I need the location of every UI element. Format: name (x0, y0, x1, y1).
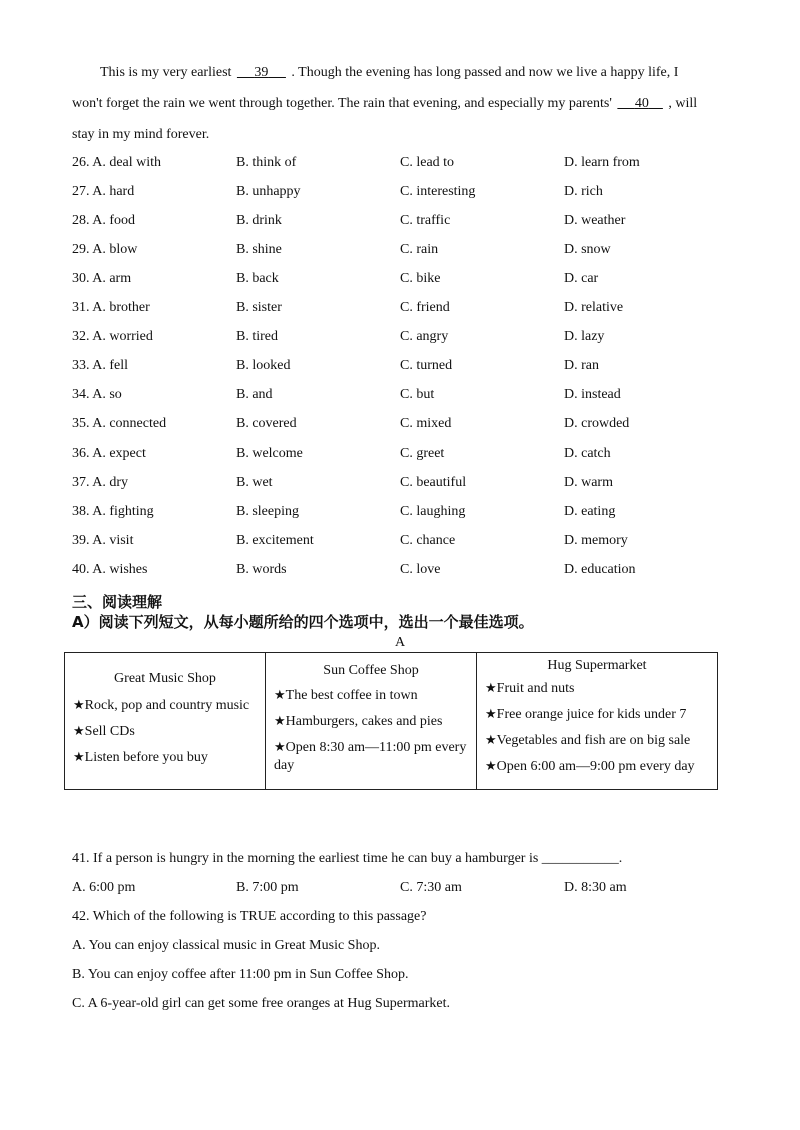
option-b: B. back (236, 271, 279, 286)
option-row (72, 387, 732, 407)
blank-40: 40 (634, 96, 649, 111)
option-d: D. ran (564, 358, 599, 373)
option-d: D. instead (564, 387, 621, 402)
star-icon: ★ (485, 707, 497, 722)
option-b: B. drink (236, 213, 282, 228)
option-c: C. beautiful (400, 475, 467, 490)
option-d: D. crowded (564, 416, 630, 431)
star-icon: ★ (274, 714, 286, 729)
option-b: B. welcome (236, 446, 303, 461)
option-a: 32. A. worried (72, 329, 153, 344)
star-icon: ★ (485, 733, 497, 748)
shop-card-hug-supermarket (477, 653, 718, 790)
shop-item: ★Vegetables and fish are on big sale (485, 733, 691, 748)
passage-text: stay in my mind forever. (72, 127, 210, 142)
option-c: C. turned (400, 358, 453, 373)
option-d: D. learn from (564, 155, 640, 170)
option-d: D. lazy (564, 329, 605, 344)
question-42-stem: 42. Which of the following is TRUE according to this passage? (72, 909, 427, 924)
option-c: C. friend (400, 300, 450, 315)
option-row (72, 184, 732, 204)
shop-name: Sun Coffee Shop (323, 663, 419, 678)
blank-39: 39 (254, 65, 269, 80)
question-42-option-a: A. You can enjoy classical music in Great Music Shop. (72, 938, 380, 953)
option-row (72, 358, 732, 378)
option-a: 27. A. hard (72, 184, 135, 199)
star-icon: ★ (485, 681, 497, 696)
option-b: B. excitement (236, 533, 314, 548)
option-a: 39. A. visit (72, 533, 134, 548)
option-b: B. 7:00 pm (236, 880, 299, 895)
option-a: 26. A. deal with (72, 155, 162, 170)
option-a: 30. A. arm (72, 271, 132, 286)
option-b: B. words (236, 562, 287, 577)
shop-item: ★Sell CDs (73, 724, 135, 739)
option-a: 37. A. dry (72, 475, 128, 490)
option-a: 38. A. fighting (72, 504, 154, 519)
passage-paragraph (72, 57, 732, 150)
option-c: C. laughing (400, 504, 466, 519)
option-b: B. wet (236, 475, 273, 490)
star-icon: ★ (274, 740, 286, 755)
option-d: D. memory (564, 533, 628, 548)
shop-name: Great Music Shop (114, 671, 216, 686)
option-row (72, 562, 732, 582)
option-c: C. rain (400, 242, 439, 257)
option-a: 34. A. so (72, 387, 122, 402)
option-row (72, 271, 732, 291)
shops-table (64, 652, 718, 790)
option-b: B. think of (236, 155, 297, 170)
option-row (72, 504, 732, 524)
option-b: B. shine (236, 242, 282, 257)
option-a: 29. A. blow (72, 242, 138, 257)
option-c: C. but (400, 387, 435, 402)
option-b: B. sleeping (236, 504, 299, 519)
passage-label: A (394, 635, 406, 650)
option-a: 33. A. fell (72, 358, 128, 373)
passage-text: This is my very earliest (100, 65, 235, 80)
passage-text: won't forget the rain we went through together. The rain that evening, and especially my parents' (72, 96, 616, 111)
option-b: B. and (236, 387, 273, 402)
section-instruction: A）阅读下列短文，从每小题所给的四个选项中，选出一个最佳选项。 (72, 613, 534, 631)
option-d: D. 8:30 am (564, 880, 627, 895)
option-d: D. warm (564, 475, 613, 490)
option-b: B. looked (236, 358, 291, 373)
star-icon: ★ (73, 724, 85, 739)
option-a: 40. A. wishes (72, 562, 148, 577)
question-42-option-b: B. You can enjoy coffee after 11:00 pm in Sun Coffee Shop. (72, 967, 409, 982)
star-icon: ★ (485, 759, 497, 774)
option-c: C. mixed (400, 416, 452, 431)
section-title: 三、阅读理解 (72, 593, 163, 611)
question-42-option-c: C. A 6-year-old girl can get some free oranges at Hug Supermarket. (72, 996, 450, 1011)
option-a: 28. A. food (72, 213, 135, 228)
star-icon: ★ (73, 750, 85, 765)
option-d: D. rich (564, 184, 603, 199)
shop-item: ★Rock, pop and country music (73, 698, 250, 713)
option-a: 36. A. expect (72, 446, 146, 461)
option-d: D. catch (564, 446, 611, 461)
shop-item: ★Hamburgers, cakes and pies (274, 714, 443, 729)
option-c: C. 7:30 am (400, 880, 462, 895)
option-row (72, 416, 732, 436)
option-c: C. interesting (400, 184, 476, 199)
option-row (72, 329, 732, 349)
option-d: D. car (564, 271, 599, 286)
option-a: 31. A. brother (72, 300, 150, 315)
option-d: D. weather (564, 213, 626, 228)
option-b: B. sister (236, 300, 282, 315)
option-d: D. snow (564, 242, 611, 257)
option-c: C. greet (400, 446, 445, 461)
question-41-options (72, 880, 732, 900)
option-a: 35. A. connected (72, 416, 167, 431)
option-row (72, 213, 732, 233)
question-41-stem: 41. If a person is hungry in the morning the earliest time he can buy a hamburger is ___________. (72, 851, 623, 866)
shop-card-great-music (65, 653, 266, 790)
shop-item: ★Open 8:30 am—11:00 pm every day (274, 740, 467, 773)
shop-item: ★Fruit and nuts (485, 681, 575, 696)
option-c: C. love (400, 562, 441, 577)
option-row (72, 446, 732, 466)
option-row (72, 533, 732, 553)
option-c: C. chance (400, 533, 456, 548)
star-icon: ★ (274, 688, 286, 703)
option-row (72, 300, 732, 320)
option-b: B. unhappy (236, 184, 301, 199)
shop-item: ★Listen before you buy (73, 750, 208, 765)
shop-item: ★Free orange juice for kids under 7 (485, 707, 687, 722)
option-row (72, 475, 732, 495)
option-b: B. covered (236, 416, 297, 431)
shop-item: ★Open 6:00 am—9:00 pm every day (485, 759, 695, 774)
option-d: D. relative (564, 300, 624, 315)
option-a: A. 6:00 pm (72, 880, 136, 895)
shop-item: ★The best coffee in town (274, 688, 418, 703)
option-row (72, 155, 732, 175)
option-c: C. traffic (400, 213, 451, 228)
shop-name: Hug Supermarket (547, 658, 647, 673)
passage-text: . Though the evening has long passed and now we live a happy life, I (287, 65, 679, 80)
option-c: C. lead to (400, 155, 455, 170)
passage-text: , will (664, 96, 698, 111)
option-b: B. tired (236, 329, 278, 344)
option-c: C. bike (400, 271, 441, 286)
option-c: C. angry (400, 329, 449, 344)
shop-card-sun-coffee (266, 653, 477, 790)
option-d: D. eating (564, 504, 616, 519)
option-row (72, 242, 732, 262)
option-d: D. education (564, 562, 636, 577)
star-icon: ★ (73, 698, 85, 713)
